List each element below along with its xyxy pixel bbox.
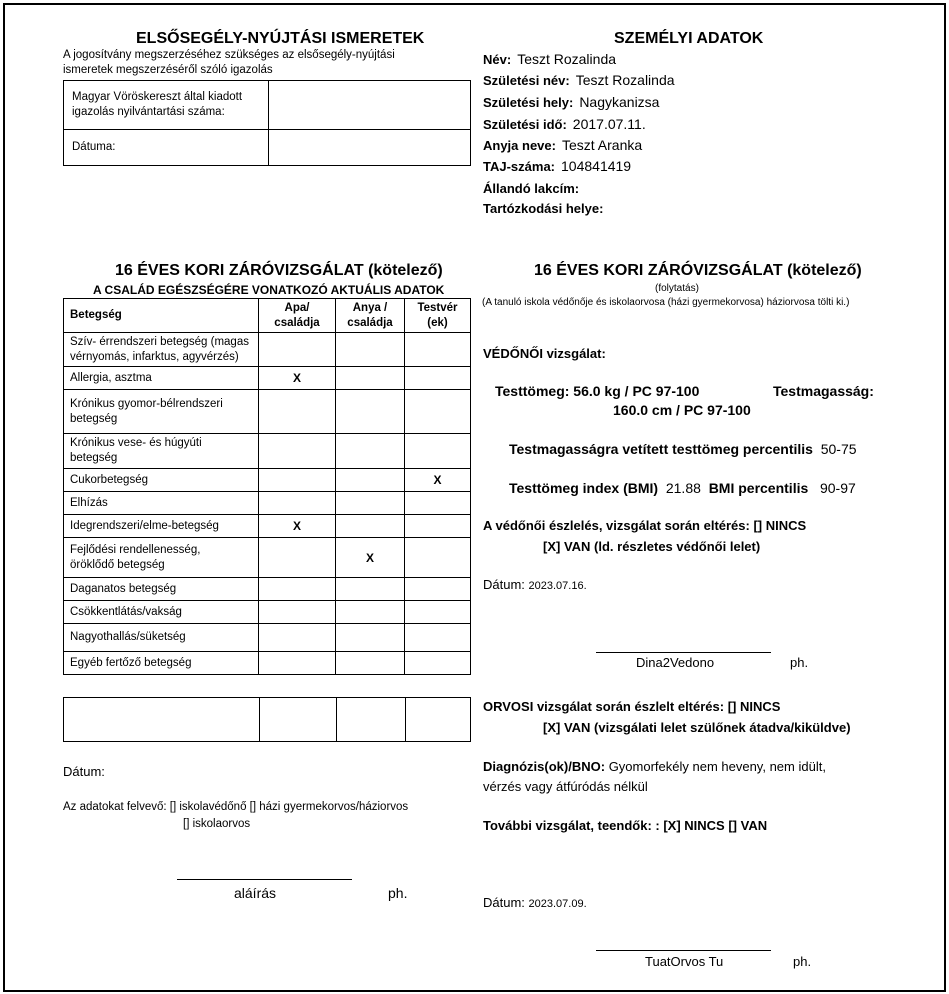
- doctor-date: Dátum: 2023.07.09.: [483, 895, 587, 910]
- nurse-height-label: Testmagasság:: [773, 383, 874, 399]
- nurse-deviation-1: A védőnői észlelés, vizsgálat során eltérés: [] NINCS: [483, 518, 807, 533]
- exam-left-title: 16 ÉVES KORI ZÁRÓVIZSGÁLAT (kötelező): [115, 262, 443, 279]
- first-aid-title: ELSŐSEGÉLY-NYÚJTÁSI ISMERETEK: [136, 30, 425, 47]
- table-row: [64, 515, 471, 538]
- mother-cell[interactable]: [336, 434, 405, 469]
- disease-name: Egyéb fertőző betegség: [64, 652, 259, 675]
- nurse-weight: Testtömeg: 56.0 kg / PC 97-100: [495, 383, 700, 399]
- personal-field-value: Teszt Rozalinda: [575, 72, 675, 88]
- doctor-deviation-2: [X] VAN (vizsgálati lelet szülőnek átadva/kiküldve): [543, 720, 851, 735]
- sibling-cell[interactable]: [405, 624, 471, 652]
- sibling-cell[interactable]: [405, 367, 471, 390]
- table-row: [64, 578, 471, 601]
- personal-field: [483, 51, 616, 69]
- father-cell[interactable]: [259, 652, 336, 675]
- table-row: [64, 434, 471, 469]
- personal-field-label: Állandó lakcím:: [483, 181, 580, 196]
- mother-cell[interactable]: [336, 652, 405, 675]
- disease-name: Allergia, asztma: [64, 367, 259, 390]
- personal-field-value: Nagykanizsa: [579, 94, 660, 110]
- disease-name: Cukorbetegség: [64, 469, 259, 492]
- table-row: [64, 538, 471, 578]
- signature-line-left: [177, 879, 352, 880]
- table-row: [64, 624, 471, 652]
- personal-field-label: Születési idő:: [483, 117, 567, 132]
- personal-field-label: Anyja neve:: [483, 138, 556, 153]
- father-cell[interactable]: X: [259, 367, 336, 390]
- sibling-cell[interactable]: [405, 515, 471, 538]
- mother-cell[interactable]: X: [336, 538, 405, 578]
- nurse-deviation-2: [X] VAN (ld. részletes védőnői lelet): [543, 539, 761, 554]
- mother-cell[interactable]: [336, 469, 405, 492]
- nurse-wfh: Testmagasságra vetített testtömeg percentilis 50-75: [509, 441, 857, 457]
- further-exams: További vizsgálat, teendők: : [X] NINCS [] VAN: [483, 818, 768, 833]
- first-aid-row1-label-2: igazolás nyilvántartási száma:: [72, 106, 225, 118]
- father-cell[interactable]: [259, 434, 336, 469]
- sibling-cell[interactable]: [405, 578, 471, 601]
- signature-line-nurse: [596, 652, 771, 653]
- extra-cell-2[interactable]: [260, 698, 337, 742]
- personal-field-label: Születési név:: [483, 73, 570, 88]
- father-cell[interactable]: [259, 538, 336, 578]
- disease-name: Csökkentlátás/vakság: [64, 601, 259, 624]
- sibling-cell[interactable]: [405, 492, 471, 515]
- ph-nurse: ph.: [790, 655, 809, 670]
- personal-field: [483, 200, 609, 218]
- mother-cell[interactable]: [336, 578, 405, 601]
- sibling-cell[interactable]: X: [405, 469, 471, 492]
- recorder-line-2: [] iskolaorvos: [183, 818, 251, 830]
- table-row: [64, 652, 471, 675]
- father-cell[interactable]: [259, 601, 336, 624]
- sibling-cell[interactable]: [405, 652, 471, 675]
- father-cell[interactable]: [259, 469, 336, 492]
- personal-field-label: Tartózkodási helye:: [483, 201, 604, 216]
- diagnosis-line-2: vérzés vagy átfúródás nélkül: [483, 779, 648, 794]
- diagnosis: Diagnózis(ok)/BNO: Gyomorfekély nem heveny, nem idült,: [483, 759, 826, 774]
- personal-field: [483, 158, 631, 176]
- personal-field: [483, 180, 585, 198]
- father-cell[interactable]: [259, 333, 336, 367]
- nurse-date: Dátum: 2023.07.16.: [483, 577, 587, 592]
- sibling-cell[interactable]: [405, 601, 471, 624]
- mother-cell[interactable]: [336, 333, 405, 367]
- sibling-cell[interactable]: [405, 434, 471, 469]
- sibling-cell[interactable]: [405, 538, 471, 578]
- first-aid-date-field[interactable]: [269, 130, 471, 166]
- first-aid-subtitle-1: A jogosítvány megszerzéséhez szükséges az elsősegély-nyújtási: [63, 49, 395, 61]
- personal-field-value: Teszt Aranka: [561, 137, 643, 153]
- doctor-name: TuatOrvos Tu: [645, 954, 724, 969]
- personal-field-label: Születési hely:: [483, 95, 574, 110]
- header-disease: Betegség: [64, 299, 259, 333]
- header-mother: Anya / családja: [336, 299, 405, 333]
- personal-field: [483, 94, 659, 112]
- exam-right-cont: (folytatás): [655, 283, 699, 294]
- first-aid-date-label: Dátuma:: [64, 130, 269, 166]
- father-cell[interactable]: X: [259, 515, 336, 538]
- disease-name: Krónikus vese- és húgyúti betegség: [64, 434, 259, 469]
- mother-cell[interactable]: [336, 492, 405, 515]
- first-aid-row1-label-1: Magyar Vöröskereszt által kiadott: [72, 91, 243, 103]
- header-sibling: Testvér (ek): [405, 299, 471, 333]
- table-row: [64, 390, 471, 434]
- table-row: [64, 367, 471, 390]
- mother-cell[interactable]: [336, 601, 405, 624]
- family-health-table: [63, 298, 471, 675]
- father-cell[interactable]: [259, 578, 336, 601]
- table-row: [64, 333, 471, 367]
- extra-cell-1[interactable]: [64, 698, 260, 742]
- father-cell[interactable]: [259, 390, 336, 434]
- disease-name: Fejlődési rendellenesség, öröklődő betegség: [64, 538, 259, 578]
- personal-field: [483, 116, 646, 134]
- first-aid-number-field[interactable]: [269, 81, 471, 130]
- nurse-heading: VÉDŐNŐI vizsgálat:: [483, 346, 606, 361]
- sibling-cell[interactable]: [405, 333, 471, 367]
- recorder-line-1: Az adatokat felvevő: [] iskolavédőnő [] házi gyermekorvos/háziorvos: [63, 801, 409, 813]
- disease-name: Idegrendszeri/elme-betegség: [64, 515, 259, 538]
- nurse-name: Dina2Vedono: [636, 655, 715, 670]
- doctor-deviation-1: ORVOSI vizsgálat során észlelt eltérés: [] NINCS: [483, 699, 781, 714]
- first-aid-subtitle-2: ismeretek megszerzéséről szóló igazolás: [63, 64, 273, 76]
- nurse-height-value: 160.0 cm / PC 97-100: [613, 402, 751, 418]
- extra-cell-4[interactable]: [406, 698, 471, 742]
- signature-line-doctor: [596, 950, 771, 951]
- personal-field-value: 2017.07.11.: [572, 116, 646, 132]
- mother-cell[interactable]: [336, 367, 405, 390]
- exam-right-title: 16 ÉVES KORI ZÁRÓVIZSGÁLAT (kötelező): [534, 262, 862, 279]
- ph-left: ph.: [388, 885, 408, 901]
- personal-field-label: TAJ-száma:: [483, 159, 556, 174]
- exam-left-date-label: Dátum:: [63, 764, 105, 779]
- disease-name: Krónikus gyomor-bélrendszeri betegség: [64, 390, 259, 434]
- personal-field: [483, 137, 642, 155]
- nurse-bmi: Testtömeg index (BMI) 21.88 BMI percentilis 90-97: [509, 480, 856, 496]
- disease-name: Nagyothallás/süketség: [64, 624, 259, 652]
- personal-field-label: Név:: [483, 52, 512, 67]
- personal-field-value: 104841419: [561, 158, 632, 174]
- first-aid-table: [63, 80, 471, 166]
- table-row: [64, 469, 471, 492]
- disease-name: Daganatos betegség: [64, 578, 259, 601]
- extra-cell-3[interactable]: [337, 698, 406, 742]
- table-row: [64, 492, 471, 515]
- disease-name: Szív- érrendszeri betegség (magas vérnyomás, infarktus, agyvérzés): [64, 333, 259, 367]
- personal-field: [483, 72, 675, 90]
- signature-label: aláírás: [234, 885, 277, 901]
- father-cell[interactable]: [259, 624, 336, 652]
- father-cell[interactable]: [259, 492, 336, 515]
- mother-cell[interactable]: [336, 624, 405, 652]
- personal-title: SZEMÉLYI ADATOK: [614, 30, 764, 47]
- disease-name: Elhízás: [64, 492, 259, 515]
- exam-right-note: (A tanuló iskola védőnője és iskolaorvosa (házi gyermekorvosa) háziorvosa tölti ki.): [482, 297, 850, 308]
- mother-cell[interactable]: [336, 390, 405, 434]
- personal-field-value: Teszt Rozalinda: [517, 51, 617, 67]
- extra-row-table: [63, 697, 471, 742]
- table-row: [64, 601, 471, 624]
- sibling-cell[interactable]: [405, 390, 471, 434]
- header-father: Apa/ családja: [259, 299, 336, 333]
- exam-left-subtitle: A CSALÁD EGÉSZSÉGÉRE VONATKOZÓ AKTUÁLIS ADATOK: [93, 283, 445, 297]
- mother-cell[interactable]: [336, 515, 405, 538]
- ph-doctor: ph.: [793, 954, 812, 969]
